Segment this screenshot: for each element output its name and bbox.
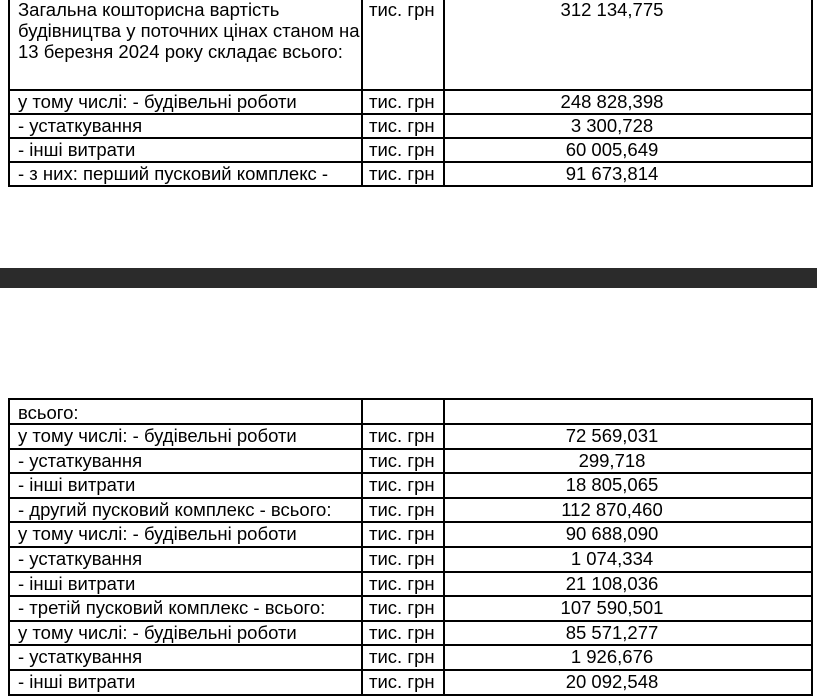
row-description: у тому числі: - будівельні роботи	[9, 90, 362, 114]
page-divider	[0, 268, 817, 288]
cost-table-top	[8, 0, 813, 187]
row-unit: тис. грн	[362, 424, 444, 449]
row-description: у тому числі: - будівельні роботи	[9, 424, 362, 449]
table-row	[9, 399, 812, 424]
row-unit: тис. грн	[362, 498, 444, 523]
row-amount: 18 805,065	[444, 473, 812, 498]
row-unit: тис. грн	[362, 162, 444, 186]
row-description: - третій пусковий комплекс - всього:	[9, 596, 362, 621]
table-row	[9, 114, 812, 138]
table-row	[9, 670, 812, 695]
row-unit: тис. грн	[362, 473, 444, 498]
row-amount: 312 134,775	[444, 0, 812, 90]
row-description: Загальна кошторисна вартість будівництва у поточних цінах станом на 13 березня 2024 року складає всього:	[9, 0, 362, 90]
table-row	[9, 522, 812, 547]
row-description: - устаткування	[9, 645, 362, 670]
row-description: у тому числі: - будівельні роботи	[9, 621, 362, 646]
row-unit: тис. грн	[362, 522, 444, 547]
table-row	[9, 90, 812, 114]
row-amount: 1 926,676	[444, 645, 812, 670]
row-unit: тис. грн	[362, 138, 444, 162]
row-description: - інші витрати	[9, 473, 362, 498]
table-row	[9, 138, 812, 162]
table-row	[9, 498, 812, 523]
row-unit: тис. грн	[362, 645, 444, 670]
table-row	[9, 424, 812, 449]
row-amount: 72 569,031	[444, 424, 812, 449]
row-amount: 299,718	[444, 449, 812, 474]
row-description: - інші витрати	[9, 670, 362, 695]
table-row	[9, 596, 812, 621]
row-amount	[444, 399, 812, 424]
row-amount: 1 074,334	[444, 547, 812, 572]
row-unit: тис. грн	[362, 596, 444, 621]
table-row	[9, 162, 812, 186]
table-row	[9, 621, 812, 646]
row-description: всього:	[9, 399, 362, 424]
row-amount: 91 673,814	[444, 162, 812, 186]
row-description: у тому числі: - будівельні роботи	[9, 522, 362, 547]
row-unit: тис. грн	[362, 670, 444, 695]
row-amount: 3 300,728	[444, 114, 812, 138]
table-row	[9, 0, 812, 90]
row-amount: 20 092,548	[444, 670, 812, 695]
row-unit: тис. грн	[362, 621, 444, 646]
row-amount: 21 108,036	[444, 572, 812, 597]
row-unit: тис. грн	[362, 572, 444, 597]
table-row	[9, 547, 812, 572]
row-unit: тис. грн	[362, 90, 444, 114]
row-unit: тис. грн	[362, 547, 444, 572]
cost-table-bottom	[8, 398, 813, 696]
row-unit: тис. грн	[362, 114, 444, 138]
row-amount: 248 828,398	[444, 90, 812, 114]
row-amount: 90 688,090	[444, 522, 812, 547]
row-description: - другий пусковий комплекс - всього:	[9, 498, 362, 523]
table-row	[9, 449, 812, 474]
row-unit	[362, 399, 444, 424]
table-row	[9, 645, 812, 670]
table-row	[9, 473, 812, 498]
row-amount: 85 571,277	[444, 621, 812, 646]
row-description: - устаткування	[9, 114, 362, 138]
row-description: - устаткування	[9, 449, 362, 474]
row-unit: тис. грн	[362, 449, 444, 474]
table-row	[9, 572, 812, 597]
row-description: - устаткування	[9, 547, 362, 572]
row-description: - інші витрати	[9, 138, 362, 162]
row-description: - інші витрати	[9, 572, 362, 597]
row-amount: 112 870,460	[444, 498, 812, 523]
row-unit: тис. грн	[362, 0, 444, 90]
row-amount: 107 590,501	[444, 596, 812, 621]
row-description: - з них: перший пусковий комплекс -	[9, 162, 362, 186]
row-amount: 60 005,649	[444, 138, 812, 162]
